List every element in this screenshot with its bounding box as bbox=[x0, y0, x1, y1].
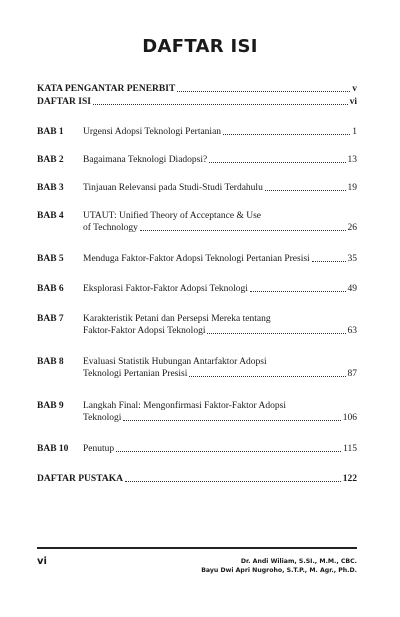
dot-leader bbox=[223, 134, 350, 135]
chapter-number: BAB 6 bbox=[37, 284, 64, 294]
dot-leader bbox=[265, 190, 346, 191]
chapter-number: BAB 1 bbox=[37, 127, 64, 137]
dot-leader bbox=[209, 162, 345, 163]
page-title: DAFTAR ISI bbox=[142, 36, 258, 57]
author-line: Bayu Dwi Apri Nugroho, S.T.P., M. Agr., Ph.D. bbox=[201, 567, 357, 574]
toc-entry-kata-pengantar[interactable] bbox=[37, 83, 357, 95]
toc-entry-daftar-pustaka[interactable] bbox=[37, 473, 357, 485]
chapter-title: Karakteristik Petani dan Persepsi Mereka tentang bbox=[83, 314, 271, 324]
chapter-title: Bagaimana Teknologi Diadopsi? bbox=[83, 155, 208, 165]
chapter-title-cont: Teknologi Pertanian Presisi bbox=[83, 369, 188, 379]
chapter-number: BAB 9 bbox=[37, 401, 64, 411]
toc-chapter-10[interactable] bbox=[37, 443, 357, 455]
dot-leader bbox=[177, 91, 350, 92]
toc-entry-daftar-isi[interactable] bbox=[37, 96, 357, 108]
toc-chapter-8[interactable] bbox=[37, 356, 357, 380]
toc-chapter-5[interactable] bbox=[37, 253, 357, 265]
chapter-page: 115 bbox=[343, 444, 357, 454]
chapter-title: Urgensi Adopsi Teknologi Pertanian bbox=[83, 127, 222, 137]
toc-entry-label: KATA PENGANTAR PENERBIT bbox=[37, 84, 176, 94]
chapter-page: 63 bbox=[347, 326, 357, 336]
dot-leader bbox=[125, 481, 341, 482]
chapter-number: BAB 10 bbox=[37, 444, 69, 454]
chapter-number: BAB 7 bbox=[37, 314, 64, 324]
dot-leader bbox=[123, 420, 340, 421]
footer-authors bbox=[201, 557, 357, 575]
toc-entry-label: DAFTAR PUSTAKA bbox=[37, 474, 123, 484]
chapter-page: 13 bbox=[347, 155, 357, 165]
chapter-title: Eksplorasi Faktor-Faktor Adopsi Teknologi bbox=[83, 284, 248, 294]
toc-chapter-6[interactable] bbox=[37, 283, 357, 295]
chapter-number: BAB 5 bbox=[37, 254, 64, 264]
dot-leader bbox=[93, 104, 348, 105]
chapter-title-cont: of Technology bbox=[83, 223, 138, 233]
toc-entry-label: DAFTAR ISI bbox=[37, 97, 91, 107]
chapter-title-cont: Faktor-Faktor Adopsi Teknologi bbox=[83, 326, 206, 336]
chapter-title-cont: Teknologi bbox=[83, 413, 122, 423]
chapter-title: Langkah Final: Mengonfirmasi Faktor-Faktor Adopsi bbox=[83, 401, 286, 411]
chapter-title: Penutup bbox=[83, 444, 115, 454]
chapter-page: 19 bbox=[347, 183, 357, 193]
chapter-title: UTAUT: Unified Theory of Acceptance & Use bbox=[83, 211, 261, 221]
dot-leader bbox=[312, 261, 346, 262]
chapter-page: 49 bbox=[347, 284, 357, 294]
chapter-title: Menduga Faktor-Faktor Adopsi Teknologi Pertanian Presisi bbox=[83, 254, 310, 264]
page-number: vi bbox=[37, 556, 47, 567]
chapter-page: 106 bbox=[342, 413, 357, 423]
dot-leader bbox=[140, 230, 346, 231]
chapter-number: BAB 2 bbox=[37, 155, 64, 165]
chapter-page: 26 bbox=[347, 223, 357, 233]
toc-chapter-4[interactable] bbox=[37, 210, 357, 234]
chapter-title: Tinjauan Relevansi pada Studi-Studi Terdahulu bbox=[83, 183, 263, 193]
toc-chapter-2[interactable] bbox=[37, 154, 357, 166]
toc-chapter-3[interactable] bbox=[37, 182, 357, 194]
chapter-page: 1 bbox=[352, 127, 357, 137]
toc-chapter-7[interactable] bbox=[37, 313, 357, 337]
author-line: Dr. Andi Wiliam, S.SI., M.M., CBC. bbox=[240, 558, 357, 565]
toc-entry-page: v bbox=[352, 84, 357, 94]
toc-entry-page: vi bbox=[349, 97, 357, 107]
footer-rule bbox=[37, 547, 357, 549]
toc-entry-page: 122 bbox=[342, 474, 357, 484]
chapter-number: BAB 3 bbox=[37, 183, 64, 193]
chapter-number: BAB 4 bbox=[37, 211, 64, 221]
dot-leader bbox=[116, 451, 341, 452]
toc-chapter-9[interactable] bbox=[37, 400, 357, 424]
dot-leader bbox=[189, 376, 345, 377]
chapter-page: 87 bbox=[347, 369, 357, 379]
chapter-page: 35 bbox=[347, 254, 357, 264]
toc-chapter-1[interactable] bbox=[37, 126, 357, 138]
chapter-title: Evaluasi Statistik Hubungan Antarfaktor Adopsi bbox=[83, 357, 267, 367]
dot-leader bbox=[250, 291, 346, 292]
dot-leader bbox=[207, 333, 345, 334]
chapter-number: BAB 8 bbox=[37, 357, 64, 367]
